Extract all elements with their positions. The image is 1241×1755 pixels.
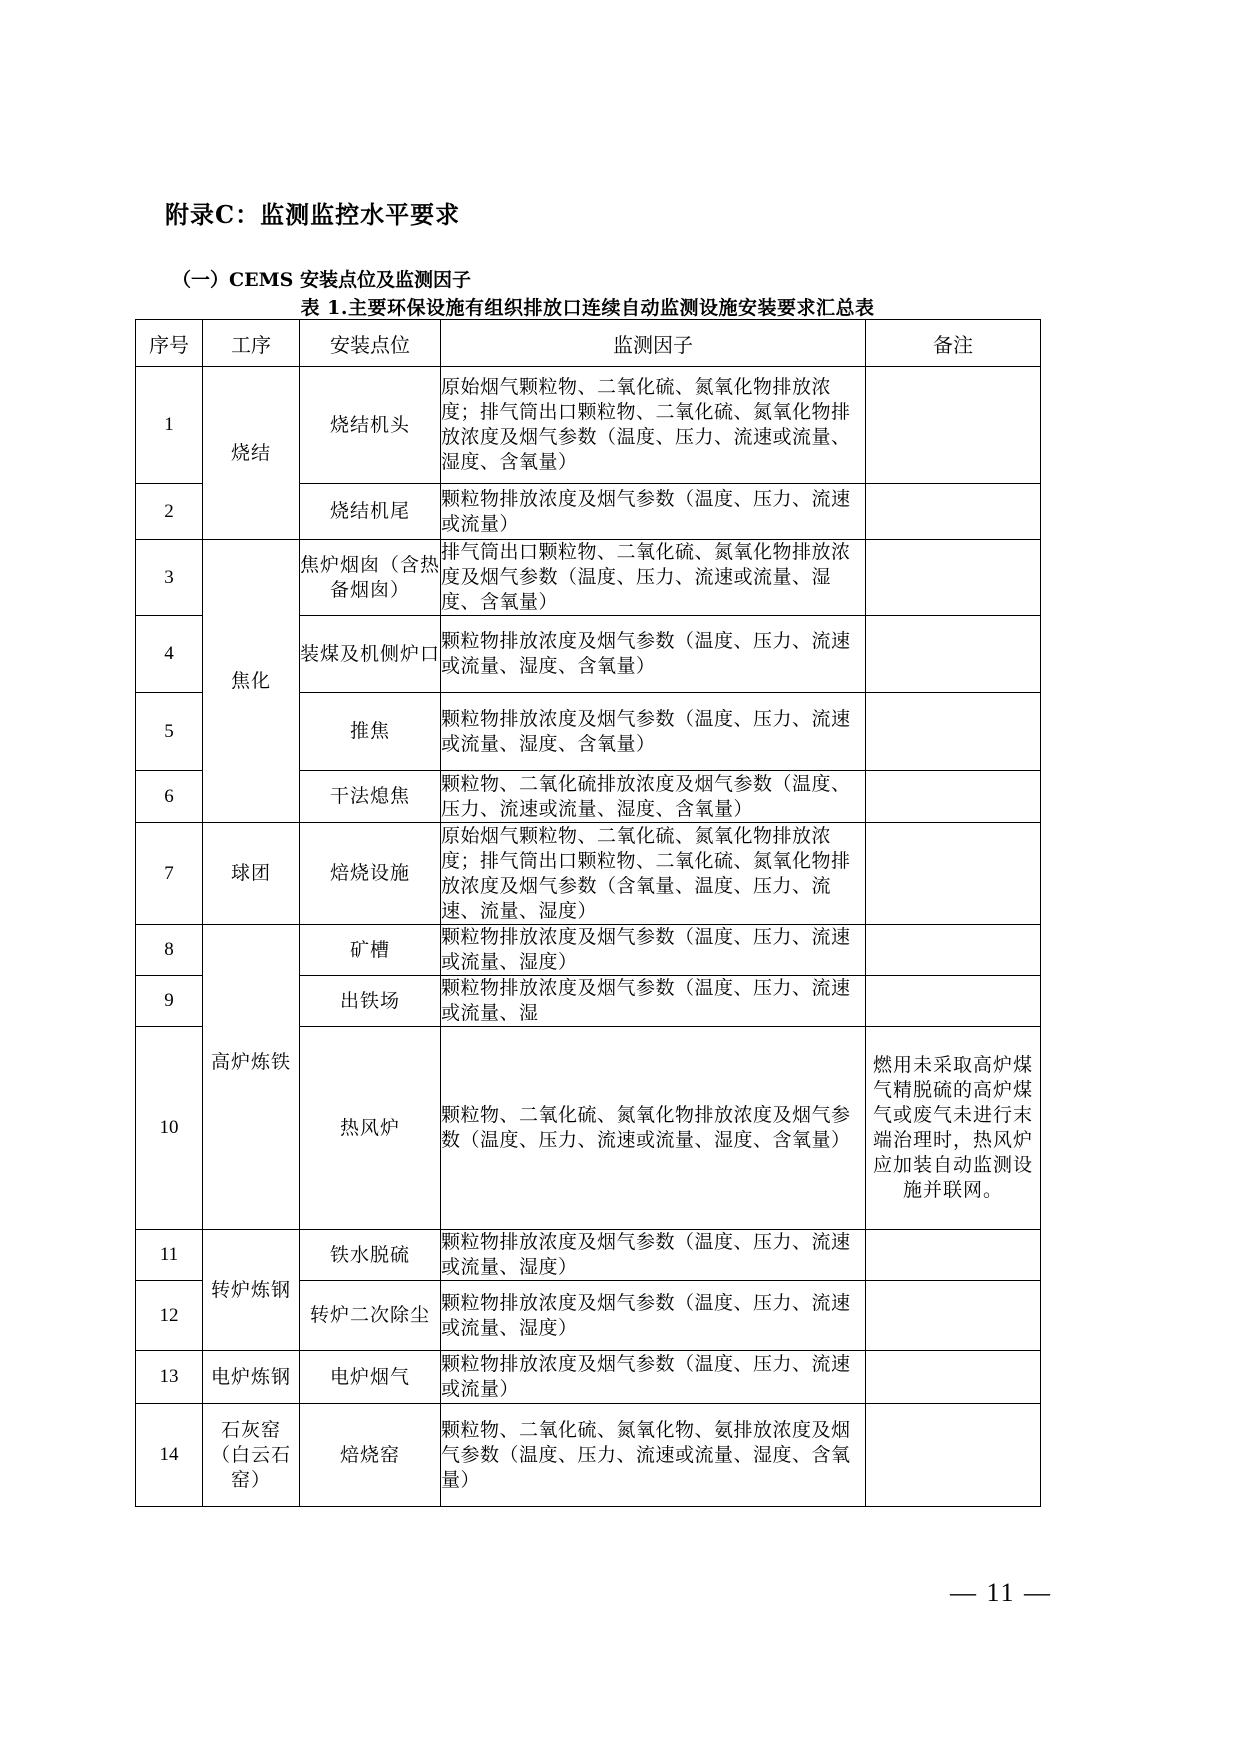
- remark: [866, 976, 1041, 1027]
- monitoring-factor: 颗粒物排放浓度及烟气参数（温度、压力、流速或流量）: [441, 1351, 866, 1404]
- col-header-factor: 监测因子: [441, 320, 866, 367]
- table-row: [136, 823, 1041, 925]
- install-point: 转炉二次除尘: [300, 1281, 441, 1351]
- install-point: 烧结机尾: [300, 484, 441, 540]
- table-row: [136, 1404, 1041, 1507]
- install-point: 装煤及机侧炉口: [300, 616, 441, 693]
- row-number: 8: [136, 925, 203, 976]
- remark: [866, 1230, 1041, 1281]
- remark: [866, 367, 1041, 484]
- monitoring-factor: 颗粒物排放浓度及烟气参数（温度、压力、流速或流量、湿度）: [441, 1230, 866, 1281]
- install-point: 热风炉: [300, 1027, 441, 1230]
- install-point: 矿槽: [300, 925, 441, 976]
- col-header-no: 序号: [136, 320, 203, 367]
- remark: [866, 484, 1041, 540]
- monitoring-factor: 原始烟气颗粒物、二氧化硫、氮氧化物排放浓度；排气筒出口颗粒物、二氧化硫、氮氧化物排放浓度及烟气参数（温度、压力、流速或流量、湿度、含氧量）: [441, 367, 866, 484]
- col-header-point: 安装点位: [300, 320, 441, 367]
- monitoring-factor: 颗粒物、二氧化硫、氮氧化物、氨排放浓度及烟气参数（温度、压力、流速或流量、湿度、含氧量）: [441, 1404, 866, 1507]
- remark: [866, 1351, 1041, 1404]
- table-row: [136, 367, 1041, 484]
- row-number: 10: [136, 1027, 203, 1230]
- process-cell: 高炉炼铁: [203, 925, 300, 1230]
- process-cell: 电炉炼钢: [203, 1351, 300, 1404]
- table-row: [136, 1230, 1041, 1281]
- monitoring-factor: 原始烟气颗粒物、二氧化硫、氮氧化物排放浓度；排气筒出口颗粒物、二氧化硫、氮氧化物排放浓度及烟气参数（含氧量、温度、压力、流速、流量、湿度）: [441, 823, 866, 925]
- row-number: 12: [136, 1281, 203, 1351]
- page-number: — 11 —: [950, 1578, 1053, 1607]
- remark: [866, 1404, 1041, 1507]
- row-number: 5: [136, 693, 203, 771]
- install-point: 电炉烟气: [300, 1351, 441, 1404]
- remark: 燃用未采取高炉煤气精脱硫的高炉煤气或废气未进行末端治理时，热风炉应加装自动监测设施并联网。: [866, 1027, 1041, 1230]
- install-point: 焦炉烟囱（含热备烟囱）: [300, 540, 441, 616]
- monitoring-factor: 颗粒物、二氧化硫、氮氧化物排放浓度及烟气参数（温度、压力、流速或流量、湿度、含氧量）: [441, 1027, 866, 1230]
- table-row: [136, 1351, 1041, 1404]
- row-number: 4: [136, 616, 203, 693]
- monitoring-factor: 颗粒物排放浓度及烟气参数（温度、压力、流速或流量）: [441, 484, 866, 540]
- table-row: [136, 925, 1041, 976]
- row-number: 11: [136, 1230, 203, 1281]
- install-point: 出铁场: [300, 976, 441, 1027]
- row-number: 14: [136, 1404, 203, 1507]
- install-point: 焙烧窑: [300, 1404, 441, 1507]
- remark: [866, 771, 1041, 823]
- section-subheading: （一）CEMS 安装点位及监测因子: [172, 269, 471, 291]
- install-point: 烧结机头: [300, 367, 441, 484]
- remark: [866, 616, 1041, 693]
- process-cell: 石灰窑（白云石窑）: [203, 1404, 300, 1507]
- row-number: 7: [136, 823, 203, 925]
- col-header-process: 工序: [203, 320, 300, 367]
- monitoring-factor: 颗粒物排放浓度及烟气参数（温度、压力、流速或流量、湿度）: [441, 1281, 866, 1351]
- monitoring-factor: 颗粒物排放浓度及烟气参数（温度、压力、流速或流量、湿: [441, 976, 866, 1027]
- process-cell: 烧结: [203, 367, 300, 540]
- remark: [866, 823, 1041, 925]
- monitoring-factor: 颗粒物排放浓度及烟气参数（温度、压力、流速或流量、湿度）: [441, 925, 866, 976]
- process-cell: 球团: [203, 823, 300, 925]
- table-row: [136, 540, 1041, 616]
- cems-requirements-table: [135, 319, 1041, 1507]
- remark: [866, 540, 1041, 616]
- monitoring-factor: 颗粒物排放浓度及烟气参数（温度、压力、流速或流量、湿度、含氧量）: [441, 693, 866, 771]
- install-point: 铁水脱硫: [300, 1230, 441, 1281]
- monitoring-factor: 颗粒物排放浓度及烟气参数（温度、压力、流速或流量、湿度、含氧量）: [441, 616, 866, 693]
- row-number: 13: [136, 1351, 203, 1404]
- row-number: 9: [136, 976, 203, 1027]
- install-point: 推焦: [300, 693, 441, 771]
- monitoring-factor: 颗粒物、二氧化硫排放浓度及烟气参数（温度、压力、流速或流量、湿度、含氧量）: [441, 771, 866, 823]
- appendix-heading: 附录C：监测监控水平要求: [165, 200, 461, 229]
- col-header-remark: 备注: [866, 320, 1041, 367]
- table-header-row: [136, 320, 1041, 367]
- row-number: 3: [136, 540, 203, 616]
- row-number: 2: [136, 484, 203, 540]
- remark: [866, 925, 1041, 976]
- remark: [866, 1281, 1041, 1351]
- process-cell: 焦化: [203, 540, 300, 823]
- install-point: 干法熄焦: [300, 771, 441, 823]
- remark: [866, 693, 1041, 771]
- table-caption: 表 1.主要环保设施有组织排放口连续自动监测设施安装要求汇总表: [300, 297, 875, 319]
- process-cell: 转炉炼钢: [203, 1230, 300, 1351]
- install-point: 焙烧设施: [300, 823, 441, 925]
- row-number: 1: [136, 367, 203, 484]
- row-number: 6: [136, 771, 203, 823]
- monitoring-factor: 排气筒出口颗粒物、二氧化硫、氮氧化物排放浓度及烟气参数（温度、压力、流速或流量、湿度、含氧量）: [441, 540, 866, 616]
